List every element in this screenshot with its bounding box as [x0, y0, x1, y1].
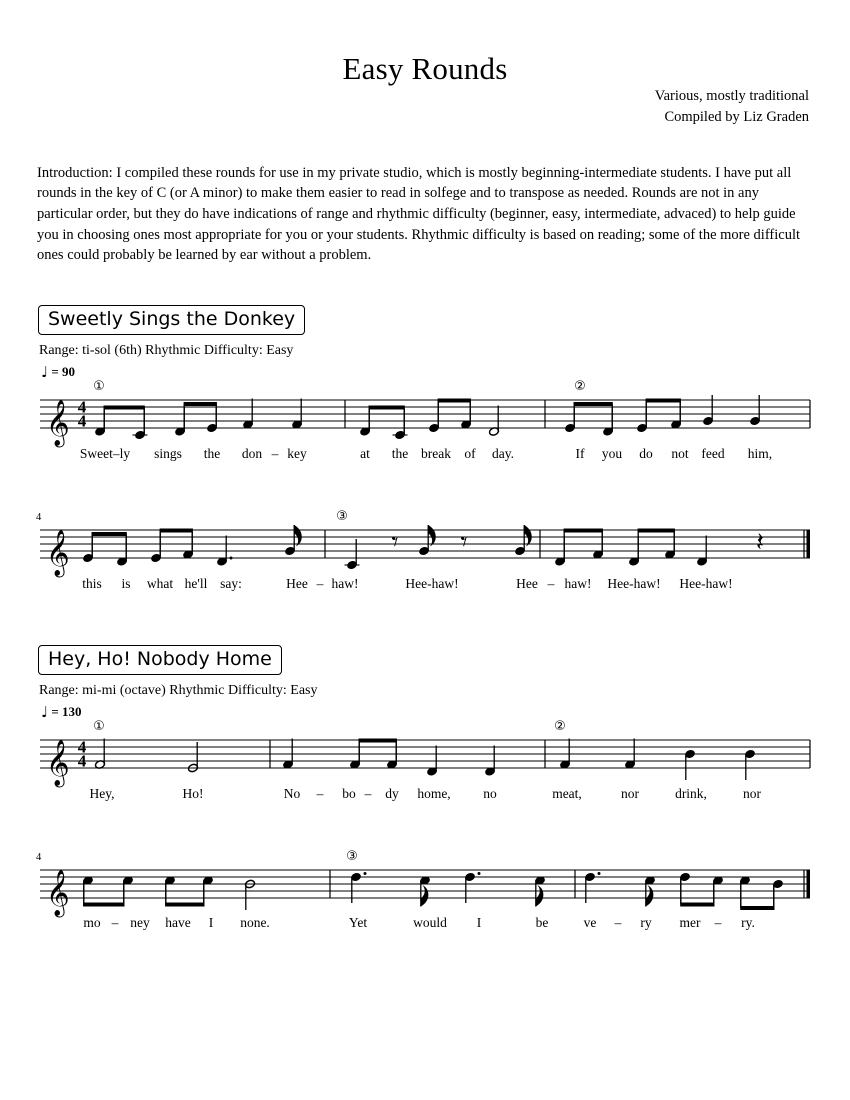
beam: [438, 399, 471, 403]
treble-clef-icon: 𝄞: [46, 530, 70, 576]
beam: [92, 532, 127, 536]
song-meta: Range: mi-mi (octave) Rhythmic Difficulty: Easy: [39, 683, 318, 698]
lyric-syllable: Hee: [286, 576, 308, 591]
staff-system: [0, 706, 850, 794]
note-flag: [646, 885, 654, 907]
lyric-syllable: Hey,: [89, 786, 115, 801]
lyric-syllable: have: [165, 915, 191, 930]
lyric-syllable: mer: [679, 915, 701, 930]
lyric-syllable: at: [360, 446, 370, 461]
credit-line: Various, mostly traditional: [654, 88, 809, 104]
rehearsal-mark: ③: [346, 849, 358, 864]
lyric-syllable: key: [287, 446, 307, 461]
song-title[interactable]: Hey, Ho! Nobody Home: [38, 645, 282, 675]
time-signature-beats: 4: [77, 397, 87, 417]
rehearsal-mark: ③: [336, 509, 348, 524]
lyric-syllable: none.: [240, 915, 270, 930]
lyric-syllable: Sweet–ly: [79, 446, 131, 461]
lyric-syllable: If: [575, 446, 585, 461]
lyric-syllable: I: [476, 915, 482, 930]
tempo-value: = 130: [48, 704, 82, 719]
lyric-syllable: not: [671, 446, 689, 461]
lyric-syllable: ve: [583, 915, 597, 930]
lyric-syllable: –: [316, 576, 324, 591]
lyric-syllable: he'll: [184, 576, 208, 591]
page-title: Easy Rounds: [342, 50, 508, 86]
lyric-syllable: him,: [747, 446, 773, 461]
lyric-syllable: Yet: [348, 915, 368, 930]
beam: [160, 529, 193, 533]
lyric-syllable: nor: [621, 786, 639, 801]
staff-system: [0, 496, 850, 584]
rehearsal-mark: ②: [554, 719, 566, 734]
lyric-syllable: what: [146, 576, 174, 591]
lyric-syllable: mo: [83, 915, 101, 930]
measure-number: 4: [36, 852, 42, 863]
lyric-syllable: feed: [701, 446, 725, 461]
lyric-syllable: haw!: [564, 576, 592, 591]
lyric-syllable: say:: [220, 576, 242, 591]
lyric-row: [0, 576, 850, 596]
beam: [680, 903, 714, 907]
lyric-syllable: ry.: [741, 915, 755, 930]
lyric-syllable: –: [316, 786, 324, 801]
lyric-syllable: don: [241, 446, 263, 461]
final-barline-thick: [807, 870, 811, 898]
final-barline-thick: [807, 530, 811, 558]
lyric-syllable: break: [421, 446, 451, 461]
lyric-syllable: the: [391, 446, 409, 461]
beam: [638, 529, 675, 533]
lyric-syllable: –: [111, 915, 119, 930]
lyric-syllable: the: [203, 446, 221, 461]
lyric-syllable: haw!: [331, 576, 359, 591]
augmentation-dot: [230, 557, 233, 560]
staff-system: [0, 366, 850, 454]
lyric-syllable: dy: [385, 786, 399, 801]
augmentation-dot: [364, 872, 367, 875]
lyric-syllable: home,: [417, 786, 451, 801]
lyric-syllable: bo: [342, 786, 356, 801]
lyric-row: [0, 786, 850, 806]
time-signature-beat-type: 4: [77, 751, 87, 771]
beam: [184, 402, 217, 406]
beam: [165, 903, 204, 907]
lyric-syllable: would: [413, 915, 447, 930]
lyric-row: [0, 446, 850, 466]
augmentation-dot: [598, 872, 601, 875]
lyric-syllable: meat,: [552, 786, 582, 801]
beam: [574, 402, 613, 406]
lyric-syllable: be: [535, 915, 549, 930]
rehearsal-mark: ①: [93, 719, 105, 734]
beam: [359, 739, 397, 743]
lyric-syllable: Hee-haw!: [607, 576, 661, 591]
lyric-syllable: ney: [130, 915, 150, 930]
beam: [369, 406, 405, 410]
lyric-syllable: –: [271, 446, 279, 461]
lyric-syllable: –: [364, 786, 372, 801]
lyric-syllable: Hee-haw!: [679, 576, 733, 591]
lyric-syllable: do: [639, 446, 653, 461]
beam: [83, 903, 124, 907]
eighth-rest: 𝄾: [460, 527, 468, 558]
lyric-syllable: is: [121, 576, 131, 591]
quarter-note-icon: ♩: [41, 703, 49, 721]
beam: [646, 399, 681, 403]
introduction-paragraph: Introduction: I compiled these rounds for use in my private studio, which is mostly beginning-intermediate students. I have put all rounds in the key of C (or A minor) to make them easier to read in solfege and to transpose as needed. Rounds are not in any particular order, but they do have indications of range and rhythmic difficulty (beginner, easy, intermediate, advaced) to help guide you in choosing ones most appropriate for you or your students. Rhythmic difficulty is based on reading; some of the more difficult ones could probably be learned by ear without a problem.: [37, 164, 800, 264]
augmentation-dot: [478, 872, 481, 875]
beam: [564, 529, 603, 533]
treble-clef-icon: 𝄞: [46, 400, 70, 446]
lyric-syllable: –: [614, 915, 622, 930]
credit-line: Compiled by Liz Graden: [664, 108, 809, 125]
beam: [104, 406, 145, 410]
tempo-value: = 90: [48, 364, 75, 379]
lyric-row: [0, 915, 850, 935]
lyric-syllable: day.: [492, 446, 514, 461]
measure-number: 4: [36, 512, 42, 523]
note-flag: [294, 525, 302, 547]
lyric-syllable: –: [547, 576, 555, 591]
note-flag: [524, 525, 532, 547]
staff-system: [0, 836, 850, 924]
lyric-syllable: No: [283, 786, 301, 801]
lyric-syllable: you: [601, 446, 623, 461]
lyric-syllable: nor: [743, 786, 761, 801]
lyric-syllable: Hee: [516, 576, 538, 591]
time-signature-beats: 4: [77, 737, 87, 757]
lyric-syllable: ry: [640, 915, 652, 930]
lyric-syllable: no: [483, 786, 497, 801]
lyric-syllable: drink,: [675, 786, 707, 801]
lyric-syllable: I: [208, 915, 214, 930]
treble-clef-icon: 𝄞: [46, 740, 70, 786]
song-title[interactable]: Sweetly Sings the Donkey: [38, 305, 305, 335]
quarter-note-icon: ♩: [41, 363, 49, 381]
note-flag: [536, 885, 544, 907]
note-flag: [421, 885, 429, 907]
credits: [655, 86, 809, 127]
eighth-rest: 𝄾: [391, 527, 399, 558]
rehearsal-mark: ①: [93, 379, 105, 394]
beam: [740, 906, 774, 910]
lyric-syllable: sings: [154, 446, 182, 461]
rehearsal-mark: ②: [574, 379, 586, 394]
lyric-syllable: Hee-haw!: [405, 576, 459, 591]
note-flag: [428, 525, 436, 547]
lyric-syllable: this: [82, 576, 102, 591]
lyric-syllable: –: [714, 915, 722, 930]
song-meta: Range: ti-sol (6th) Rhythmic Difficulty: Easy: [39, 343, 294, 358]
lyric-syllable: of: [464, 446, 476, 461]
quarter-rest: 𝄽: [756, 527, 764, 558]
treble-clef-icon: 𝄞: [46, 870, 70, 916]
lyric-syllable: Ho!: [182, 786, 204, 801]
time-signature-beat-type: 4: [77, 411, 87, 431]
